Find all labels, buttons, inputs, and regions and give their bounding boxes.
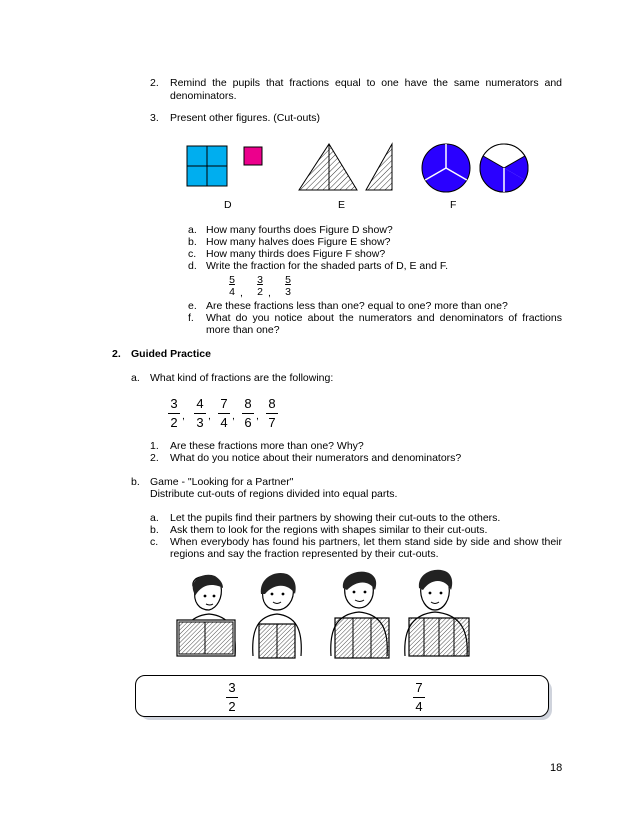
answer-fraction (254, 274, 266, 298)
step-text: When everybody has found his partners, let them stand side by side and show their (170, 536, 562, 548)
comma: , (240, 287, 243, 299)
question-letter: f. (188, 312, 194, 324)
fraction-denominator: 6 (244, 415, 252, 430)
figure-f-circle-partial (480, 144, 528, 192)
fraction-numerator: 5 (285, 274, 291, 286)
figures-def (180, 140, 530, 200)
question-letter: b. (188, 236, 197, 248)
fraction-numerator: 3 (170, 396, 178, 411)
step-text: Let the pupils find their partners by showing their cut-outs to the others. (170, 512, 501, 524)
item-number: 2. (150, 77, 159, 89)
guided-b-title: Game - "Looking for a Partner" (150, 476, 294, 488)
step-text-cont: regions and say the fraction represented by their cut-outs. (170, 548, 439, 560)
fraction-numerator: 8 (268, 396, 276, 411)
step-text: Ask them to look for the regions with shapes similar to their cut-outs. (170, 524, 488, 536)
guided-b-desc: Distribute cut-outs of regions divided into equal parts. (150, 488, 398, 500)
fraction-denominator: 2 (170, 415, 178, 430)
figure-f-circle-full (422, 144, 470, 192)
question-letter: a. (188, 224, 197, 236)
answer-fraction (282, 274, 294, 298)
fraction-denominator: 7 (268, 415, 276, 430)
figure-e-triangles (299, 144, 392, 190)
question-text: Are these fractions less than one? equal to one? more than one? (206, 300, 508, 312)
figure-label-d: D (224, 199, 232, 211)
child-3 (331, 572, 389, 658)
step-letter: c. (150, 536, 159, 548)
question-letter: e. (188, 300, 197, 312)
sub-question-number: 2. (150, 452, 159, 464)
sub-question-text: What do you notice about their numerators and denominators? (170, 452, 462, 464)
section-number: 2. (112, 348, 121, 360)
fraction-numerator: 5 (229, 274, 235, 286)
step-letter: a. (150, 512, 159, 524)
page-number: 18 (550, 762, 563, 774)
question-text: What do you notice about the numerators and denominators of fractions (206, 312, 562, 324)
comma: , (208, 410, 211, 422)
guided-fraction (242, 396, 254, 431)
fraction-numerator: 3 (257, 274, 263, 286)
fraction-denominator: 2 (257, 286, 263, 298)
fraction-denominator: 3 (196, 415, 204, 430)
sub-question-number: 1. (150, 440, 159, 452)
guided-fraction (218, 396, 230, 431)
guided-b-letter: b. (131, 476, 140, 488)
answer-box (135, 675, 549, 717)
question-text: How many fourths does Figure D show? (206, 224, 393, 236)
child-2 (253, 573, 302, 658)
figure-label-f: F (450, 199, 457, 211)
fraction-denominator: 4 (229, 286, 235, 298)
item-text-cont: denominators. (170, 90, 237, 102)
question-text: How many halves does Figure E show? (206, 236, 391, 248)
sub-question-text: Are these fractions more than one? Why? (170, 440, 364, 452)
children-illustration (165, 568, 480, 668)
question-text: Write the fraction for the shaded parts of D, E and F. (206, 260, 449, 272)
guided-fraction (194, 396, 206, 431)
figure-label-e: E (338, 199, 346, 211)
child-1 (177, 575, 235, 656)
question-letter: c. (188, 248, 197, 260)
comma: , (268, 287, 271, 299)
fraction-denominator: 2 (228, 699, 236, 714)
guided-fraction (266, 396, 278, 431)
guided-a-letter: a. (131, 372, 140, 384)
fraction-numerator: 7 (220, 396, 228, 411)
box-fraction (413, 680, 425, 715)
fraction-numerator: 8 (244, 396, 252, 411)
question-text: How many thirds does Figure F show? (206, 248, 386, 260)
comma: , (182, 410, 185, 422)
guided-fraction (168, 396, 180, 431)
comma: , (232, 410, 235, 422)
guided-a-text: What kind of fractions are the following: (150, 372, 334, 384)
comma: , (256, 410, 259, 422)
child-4 (405, 570, 469, 656)
fraction-denominator: 3 (285, 286, 291, 298)
question-text-cont: more than one? (206, 324, 280, 336)
step-letter: b. (150, 524, 159, 536)
answer-fraction (226, 274, 238, 298)
fraction-numerator: 3 (228, 680, 236, 695)
fraction-numerator: 7 (415, 680, 423, 695)
item-text: Remind the pupils that fractions equal to one have the same numerators and (170, 77, 562, 89)
fraction-numerator: 4 (196, 396, 204, 411)
figure-d-small-square (244, 147, 262, 165)
fraction-denominator: 4 (220, 415, 228, 430)
box-fraction (226, 680, 238, 715)
figure-d-square (187, 146, 227, 186)
question-letter: d. (188, 260, 197, 272)
section-heading: Guided Practice (131, 348, 211, 360)
item-text: Present other figures. (Cut-outs) (170, 112, 320, 124)
item-number: 3. (150, 112, 159, 124)
fraction-denominator: 4 (415, 699, 423, 714)
